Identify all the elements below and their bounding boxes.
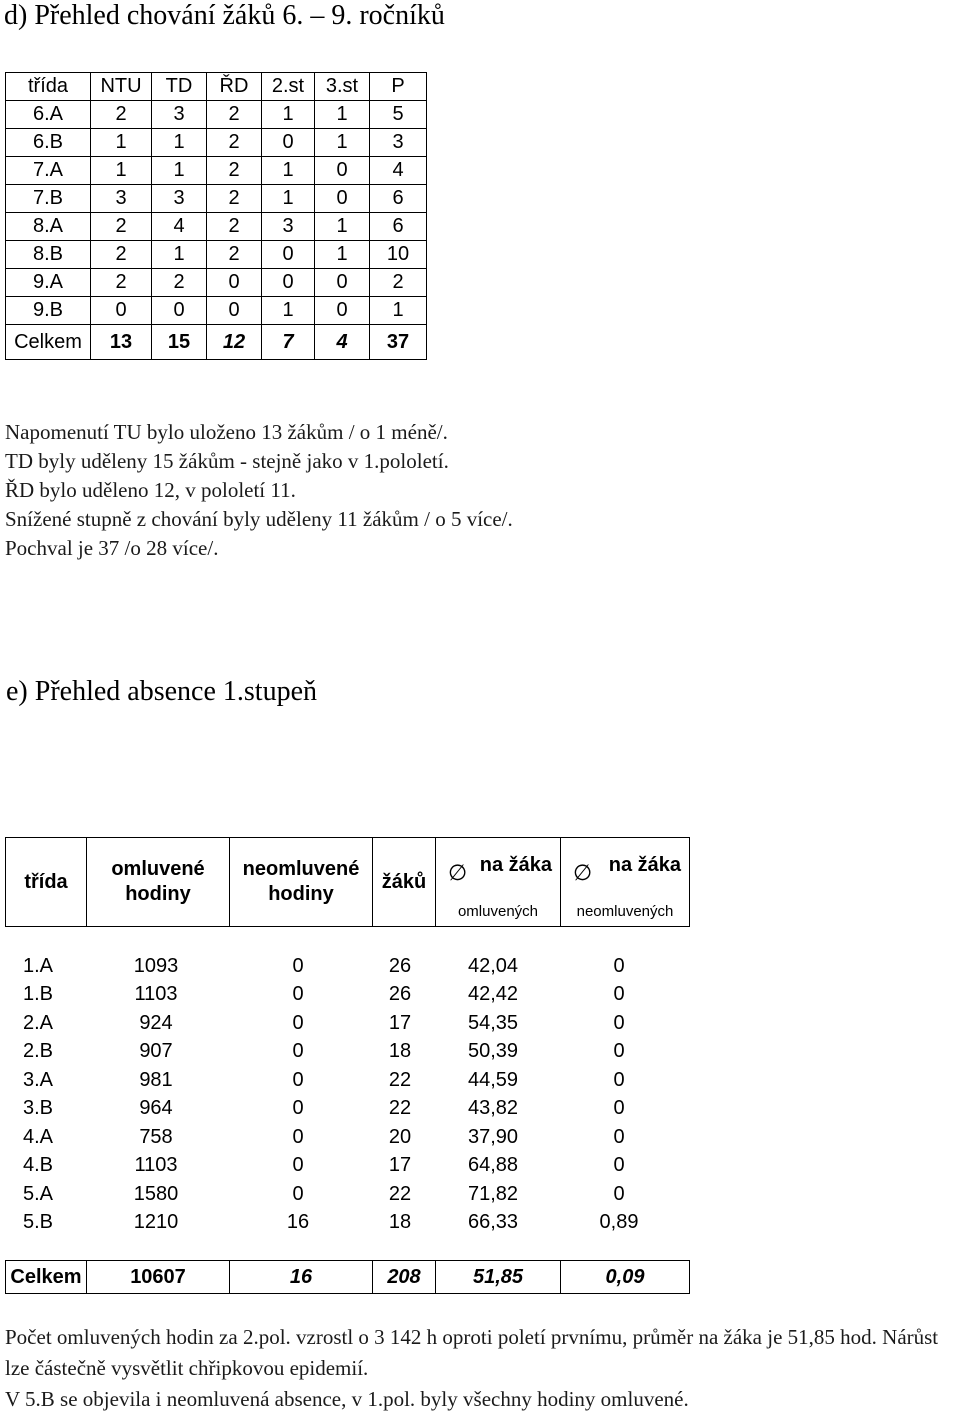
header-cell: P <box>370 73 427 101</box>
table-cell: 0 <box>262 241 315 269</box>
table-cell: 17 <box>388 1011 412 1034</box>
table-cell: 1 <box>315 101 370 129</box>
header-cell: NTU <box>91 73 152 101</box>
table-cell: 924 <box>139 1011 173 1034</box>
header-neomluvene <box>230 838 373 927</box>
table-cell: 54,35 <box>467 1011 519 1034</box>
table-cell: 3 <box>262 213 315 241</box>
table-row <box>5 1095 683 1124</box>
table-cell: 16 <box>286 1211 310 1234</box>
table-cell: 0 <box>613 1125 625 1148</box>
table-cell: 5 <box>370 101 427 129</box>
table-cell: 4 <box>152 213 207 241</box>
table-cell: 22 <box>388 1068 412 1091</box>
section-e-title: e) Přehled absence 1.stupeň <box>6 676 317 707</box>
table-cell: 42,42 <box>467 983 519 1006</box>
table-cell: 2 <box>91 241 152 269</box>
table-cell: 18 <box>388 1040 412 1063</box>
table-row <box>6 241 427 269</box>
table-row <box>6 297 427 325</box>
absence-table-header <box>5 837 690 927</box>
table-cell: 5.A <box>23 1182 54 1205</box>
table-cell: 0 <box>292 1068 304 1091</box>
table-cell: 0 <box>292 954 304 977</box>
table-cell: 1103 <box>134 1154 178 1177</box>
table-total-row <box>6 1261 690 1294</box>
total-cell: 4 <box>315 325 370 360</box>
table-cell: 6 <box>370 185 427 213</box>
table-cell: 6 <box>370 213 427 241</box>
table-row <box>6 157 427 185</box>
table-row <box>5 1152 683 1181</box>
table-cell: 1 <box>91 157 152 185</box>
table-cell: 9.B <box>6 297 91 325</box>
table-cell: 0 <box>613 954 625 977</box>
table-row <box>5 1009 683 1038</box>
table-row <box>6 101 427 129</box>
table-cell: 17 <box>388 1154 412 1177</box>
header-cell: ŘD <box>207 73 262 101</box>
table-cell: 3 <box>370 129 427 157</box>
table-cell: 0 <box>613 983 625 1006</box>
table-cell: 10 <box>370 241 427 269</box>
header-avg-neomluvenych <box>561 838 690 927</box>
table-cell: 2 <box>207 129 262 157</box>
header-trida: třída <box>6 838 87 927</box>
average-icon: ∅ <box>573 860 593 885</box>
table-cell: 37,90 <box>467 1125 519 1148</box>
total-cell: 208 <box>373 1261 436 1294</box>
total-cell: 13 <box>91 325 152 360</box>
table-cell: 1093 <box>133 954 179 977</box>
header-omluvene <box>87 838 230 927</box>
note-paragraph: Počet omluvených hodin za 2.pol. vzrostl o 3 142 h oproti poletí prvnímu, průměr na žáka je 51,85 hod. Nárůst lze částečně vysvětlit chřipkovou epidemií. <box>5 1325 939 1380</box>
table-cell: 44,59 <box>467 1068 519 1091</box>
header-sub: omluvených <box>457 903 539 920</box>
table-cell: 0 <box>262 269 315 297</box>
table-cell: 0 <box>207 297 262 325</box>
total-cell: 51,85 <box>436 1261 561 1294</box>
header-sub: neomluvených <box>576 903 674 920</box>
table-cell: 2 <box>207 213 262 241</box>
table-cell: 0 <box>613 1182 625 1205</box>
header-cell: TD <box>152 73 207 101</box>
table-cell: 1 <box>262 157 315 185</box>
header-cell: třída <box>6 73 91 101</box>
table-cell: 3.A <box>23 1068 54 1091</box>
table-row <box>6 129 427 157</box>
behaviour-notes <box>5 418 513 563</box>
table-cell: 0 <box>292 1125 304 1148</box>
table-cell: 0 <box>292 983 304 1006</box>
table-cell: 0 <box>292 1154 304 1177</box>
header-line: neomluvené <box>242 858 360 880</box>
header-cell: 3.st <box>315 73 370 101</box>
table-cell: 2 <box>91 101 152 129</box>
note-paragraph: V 5.B se objevila i neomluvená absence, v 1.pol. byly všechny hodiny omluvené. <box>5 1387 689 1411</box>
table-cell: 2 <box>370 269 427 297</box>
table-row <box>5 981 683 1010</box>
table-cell: 26 <box>388 983 412 1006</box>
behaviour-table <box>5 72 427 360</box>
total-cell: 7 <box>262 325 315 360</box>
table-cell: 907 <box>139 1040 173 1063</box>
table-cell: 0 <box>613 1011 625 1034</box>
table-cell: 22 <box>388 1097 412 1120</box>
table-cell: 2 <box>207 241 262 269</box>
table-cell: 0 <box>315 157 370 185</box>
table-cell: 4.A <box>23 1125 54 1148</box>
table-cell: 1 <box>152 241 207 269</box>
table-cell: 6.B <box>6 129 91 157</box>
header-line: omluvené <box>111 858 205 880</box>
table-cell: 1 <box>370 297 427 325</box>
note-line: TD byly uděleny 15 žákům - stejně jako v 1.pololetí. <box>5 449 449 473</box>
note-line: Pochval je 37 /o 28 více/. <box>5 536 219 560</box>
table-cell: 0 <box>292 1182 304 1205</box>
table-cell: 9.A <box>6 269 91 297</box>
table-cell: 0 <box>152 297 207 325</box>
table-cell: 2 <box>207 157 262 185</box>
table-cell: 2 <box>152 269 207 297</box>
table-cell: 0 <box>292 1040 304 1063</box>
table-cell: 0 <box>315 185 370 213</box>
table-cell: 1 <box>315 241 370 269</box>
table-cell: 0 <box>315 297 370 325</box>
table-total-row <box>6 325 427 360</box>
table-cell: 20 <box>388 1125 412 1148</box>
table-cell: 3 <box>152 101 207 129</box>
table-row <box>5 1209 683 1238</box>
table-cell: 0 <box>315 269 370 297</box>
table-header-row <box>6 838 690 927</box>
table-cell: 1580 <box>133 1182 179 1205</box>
total-cell: 12 <box>207 325 262 360</box>
total-cell: 15 <box>152 325 207 360</box>
note-line: Snížené stupně z chování byly uděleny 11 žákům / o 5 více/. <box>5 507 513 531</box>
table-cell: 0 <box>207 269 262 297</box>
table-cell: 1 <box>262 297 315 325</box>
table-cell: 4 <box>370 157 427 185</box>
table-cell: 1 <box>262 101 315 129</box>
table-cell: 7.B <box>6 185 91 213</box>
table-cell: 8.A <box>6 213 91 241</box>
table-cell: 1 <box>262 185 315 213</box>
table-cell: 758 <box>139 1125 173 1148</box>
header-line: hodiny <box>125 883 191 905</box>
table-cell: 26 <box>388 954 412 977</box>
table-cell: 2 <box>207 101 262 129</box>
table-cell: 66,33 <box>467 1211 519 1234</box>
table-cell: 43,82 <box>467 1097 519 1120</box>
table-cell: 22 <box>388 1182 412 1205</box>
table-cell: 71,82 <box>467 1182 519 1205</box>
table-cell: 42,04 <box>467 954 519 977</box>
table-cell: 64,88 <box>467 1154 519 1177</box>
table-cell: 0 <box>292 1011 304 1034</box>
table-cell: 1.A <box>23 954 54 977</box>
table-cell: 2.A <box>23 1011 54 1034</box>
table-cell: 1 <box>91 129 152 157</box>
total-label: Celkem <box>6 1261 87 1294</box>
table-cell: 1 <box>152 129 207 157</box>
table-cell: 981 <box>139 1068 173 1091</box>
table-cell: 2 <box>91 269 152 297</box>
table-cell: 2 <box>91 213 152 241</box>
table-cell: 2 <box>207 185 262 213</box>
table-cell: 1.B <box>23 983 54 1006</box>
table-row <box>5 952 683 981</box>
table-cell: 0,89 <box>599 1211 639 1234</box>
average-icon: ∅ <box>448 860 468 885</box>
table-header-row <box>6 73 427 101</box>
header-cell: 2.st <box>262 73 315 101</box>
table-cell: 50,39 <box>467 1040 519 1063</box>
table-cell: 6.A <box>6 101 91 129</box>
absence-notes <box>5 1322 960 1415</box>
absence-table-total <box>5 1260 690 1294</box>
header-line: hodiny <box>268 883 334 905</box>
table-cell: 0 <box>262 129 315 157</box>
table-cell: 3 <box>91 185 152 213</box>
table-cell: 2.B <box>23 1040 54 1063</box>
header-line: na žáka <box>479 854 552 876</box>
total-cell: 37 <box>370 325 427 360</box>
table-row <box>5 1038 683 1067</box>
section-d-title: d) Přehled chování žáků 6. – 9. ročníků <box>4 0 445 31</box>
total-cell: 16 <box>230 1261 373 1294</box>
table-row <box>5 1066 683 1095</box>
table-cell: 1210 <box>133 1211 179 1234</box>
absence-table-body <box>5 952 683 1237</box>
table-cell: 1 <box>315 129 370 157</box>
table-cell: 1 <box>152 157 207 185</box>
table-cell: 7.A <box>6 157 91 185</box>
table-cell: 3 <box>152 185 207 213</box>
table-row <box>6 213 427 241</box>
table-cell: 8.B <box>6 241 91 269</box>
table-row <box>5 1180 683 1209</box>
table-cell: 964 <box>139 1097 173 1120</box>
table-cell: 0 <box>613 1040 625 1063</box>
table-cell: 1 <box>315 213 370 241</box>
table-cell: 5.B <box>23 1211 54 1234</box>
table-cell: 0 <box>613 1154 625 1177</box>
table-cell: 0 <box>613 1097 625 1120</box>
note-line: ŘD bylo uděleno 12, v pololetí 11. <box>5 478 296 502</box>
total-cell: 0,09 <box>561 1261 690 1294</box>
header-line: na žáka <box>608 854 681 876</box>
header-zaku: žáků <box>373 838 436 927</box>
table-cell: 18 <box>388 1211 412 1234</box>
table-row <box>6 185 427 213</box>
table-cell: 0 <box>91 297 152 325</box>
note-line: Napomenutí TU bylo uloženo 13 žákům / o 1 méně/. <box>5 420 448 444</box>
header-avg-omluvenych <box>436 838 561 927</box>
table-row <box>5 1123 683 1152</box>
table-cell: 1103 <box>134 983 178 1006</box>
total-label: Celkem <box>6 325 91 360</box>
table-row <box>6 269 427 297</box>
table-cell: 4.B <box>23 1154 54 1177</box>
table-cell: 3.B <box>23 1097 54 1120</box>
total-cell: 10607 <box>87 1261 230 1294</box>
table-cell: 0 <box>613 1068 625 1091</box>
table-cell: 0 <box>292 1097 304 1120</box>
